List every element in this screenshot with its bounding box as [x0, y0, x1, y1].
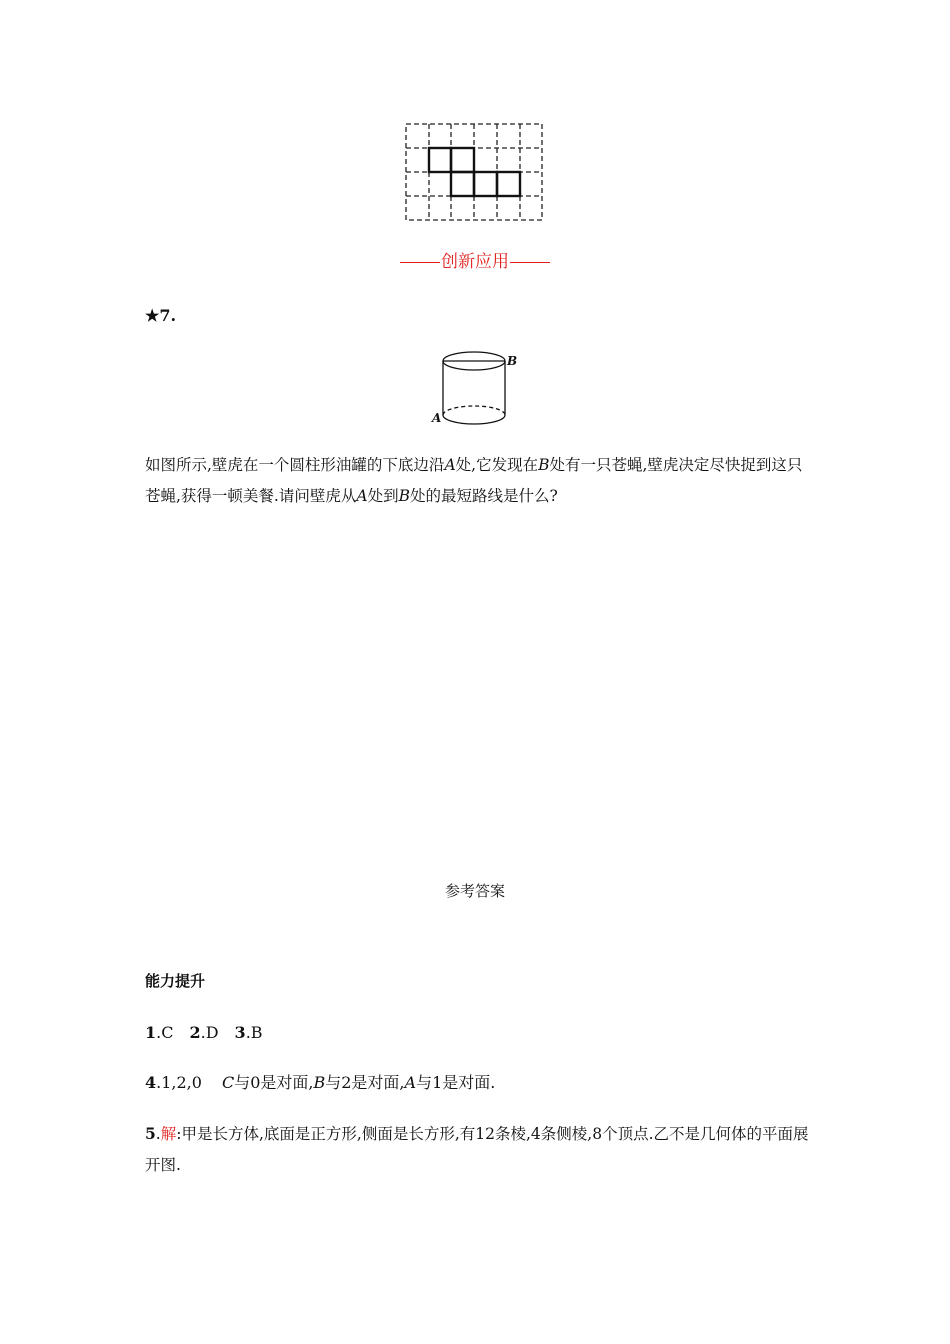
answer-4-c: C [221, 1073, 235, 1092]
answers-section-heading: 能力提升 [145, 972, 206, 990]
answers-line-1: 1.C 2.D 3.B [145, 1023, 263, 1042]
title-rule-left [400, 262, 440, 263]
answer-4-a: A [404, 1073, 417, 1092]
cylinder-bottom-front [443, 415, 505, 424]
answer-4-values: 1,2,0 [161, 1073, 202, 1092]
section-title [0, 252, 950, 272]
answer-4-b: B [313, 1073, 326, 1092]
p7-text-4: 处到 [367, 487, 399, 505]
p7-point-b: B [538, 456, 550, 474]
problem-7-number: ★7. [145, 306, 177, 325]
answer-2-value: D [205, 1023, 219, 1042]
answers-title: 参考答案 [444, 882, 505, 900]
cylinder-figure [430, 344, 522, 434]
cylinder-bottom-back [443, 406, 505, 415]
answer-4-number: 4 [145, 1073, 157, 1092]
p7-text-3: 处有一只苍蝇,壁虎决定尽快捉到这只苍蝇,获得一顿美餐.请问壁虎从 [145, 456, 803, 505]
answer-1-value: C [161, 1023, 174, 1042]
answer-5-label: 解 [160, 1125, 177, 1143]
answer-1-number: 1 [145, 1023, 157, 1042]
problem-7-text [145, 450, 810, 512]
answer-5-text: 甲是长方体,底面是正方形,侧面是长方形,有12条棱,4条侧棱,8个顶点.乙不是几何体的平面展开图. [145, 1125, 809, 1174]
answer-3-number: 3 [234, 1023, 246, 1042]
net-squares [429, 148, 520, 196]
point-b-label: B [507, 354, 518, 368]
answers-line-4: 4.1,2,0 C与0是对面,B与2是对面,A与1是对面. [145, 1073, 496, 1092]
title-rule-right [510, 262, 550, 263]
answer-4-text-3: 与1是对面. [416, 1073, 496, 1092]
answer-3-value: B [250, 1023, 263, 1042]
p7-point-a: A [444, 456, 456, 474]
answer-5-number: 5 [145, 1124, 156, 1143]
p7-point-a-2: A [356, 487, 368, 505]
problem-7-number-text: ★7 [145, 306, 171, 325]
p7-text-1: 如图所示,壁虎在一个圆柱形油罐的下底边沿 [145, 456, 445, 474]
section-title-text: 创新应用 [441, 252, 509, 272]
answer-4-text-2: 与2是对面, [325, 1073, 405, 1092]
answers-line-5: 5.解:甲是长方体,底面是正方形,侧面是长方形,有12条棱,4条侧棱,8个顶点.乙不是几何体的平面展开图. [145, 1124, 809, 1174]
p7-text-5: 处的最短路线是什么? [409, 487, 558, 505]
p7-point-b-2: B [398, 487, 410, 505]
answer-4-text-1: 与0是对面, [234, 1073, 314, 1092]
answer-2-number: 2 [189, 1023, 201, 1042]
grid-figure [404, 122, 546, 224]
p7-text-2: 处,它发现在 [455, 456, 539, 474]
point-a-label: A [432, 411, 442, 425]
